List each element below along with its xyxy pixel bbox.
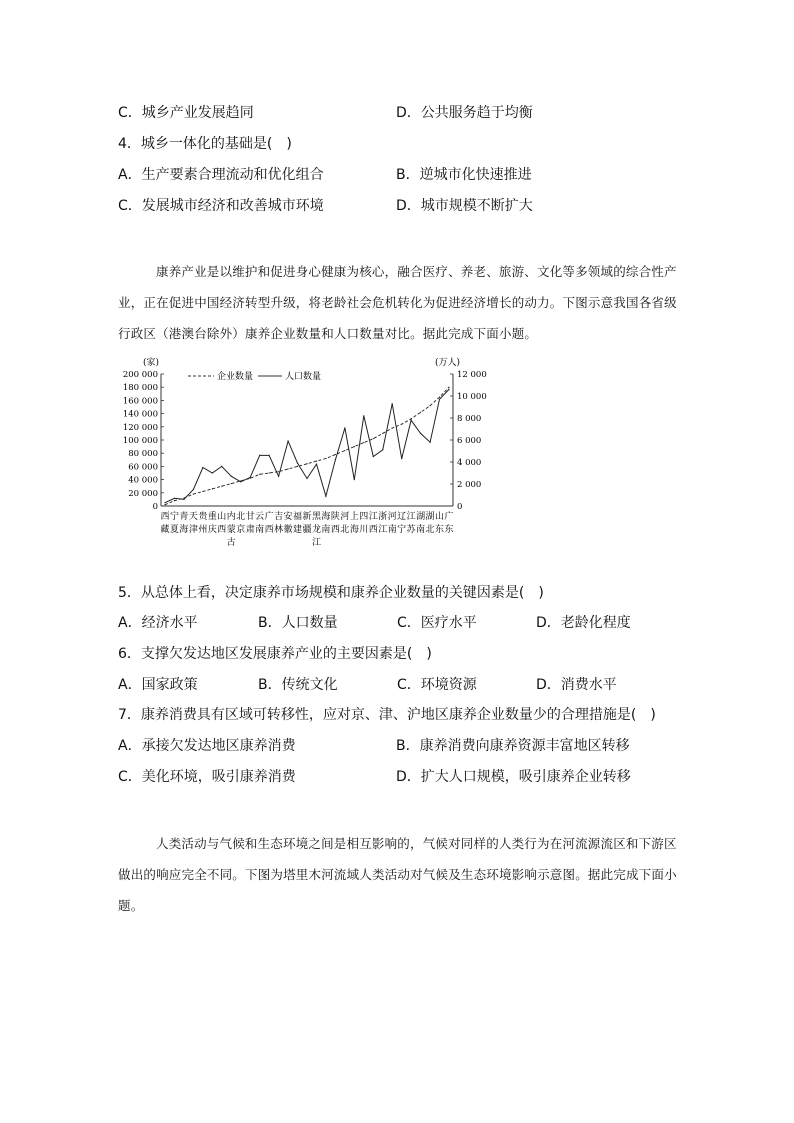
category-label-top: 安	[283, 512, 293, 522]
q6-option-d[interactable]: D．消费水平	[536, 677, 617, 693]
category-label-top: 上	[349, 512, 359, 522]
chart-series	[164, 387, 449, 506]
category-label-top: 山	[217, 512, 227, 522]
category-label-bottom: 南	[255, 525, 265, 535]
population-point	[344, 427, 345, 428]
population-point	[354, 479, 355, 480]
enterprise-point	[335, 454, 336, 455]
population-point	[448, 389, 449, 390]
enterprise-point	[202, 491, 203, 492]
left-axis-ticks	[123, 370, 164, 512]
q5-option-d[interactable]: D．老龄化程度	[536, 615, 631, 631]
category-label-bottom: 西	[330, 525, 340, 535]
category-label-bottom: 蒙	[226, 525, 236, 535]
enterprise-point	[287, 468, 288, 469]
population-point	[269, 455, 270, 456]
category-label-top: 江	[406, 512, 416, 522]
enterprise-point	[278, 471, 279, 472]
enterprise-point	[448, 387, 449, 388]
population-point	[287, 441, 288, 442]
category-label-top: 天	[188, 512, 198, 522]
enterprise-point	[269, 472, 270, 473]
category-label-top: 甘	[245, 512, 255, 522]
category-label-bottom: 南	[387, 525, 397, 535]
category-label-bottom: 西	[264, 525, 274, 535]
q4-option-c[interactable]: C．发展城市经济和改善城市环境	[118, 198, 324, 214]
category-label-bottom: 川	[359, 525, 369, 535]
population-point	[240, 481, 241, 482]
q7-stem: 7．康养消费具有区域可转移性，应对京、津、沪地区康养企业数量少的合理措施是( )	[118, 707, 656, 723]
category-label-top: 湖	[416, 512, 426, 522]
right-tick-label: 6 000	[457, 436, 482, 446]
enterprise-point	[297, 466, 298, 467]
population-point	[202, 467, 203, 468]
category-label-bottom: 庆	[207, 525, 217, 535]
population-point	[164, 502, 165, 503]
left-tick-label: 60 000	[128, 462, 158, 473]
category-label-top: 河	[387, 512, 397, 522]
category-label-extra: 古	[226, 538, 236, 548]
left-tick-label: 20 000	[128, 488, 158, 499]
category-label-bottom: 东	[444, 525, 454, 535]
category-label-top: 陕	[330, 512, 340, 522]
population-point	[316, 464, 317, 465]
population-point	[174, 498, 175, 499]
population-point	[297, 463, 298, 464]
category-label-top: 四	[359, 512, 369, 522]
population-point	[382, 449, 383, 450]
left-tick-label: 180 000	[122, 383, 158, 394]
right-tick-label: 10 000	[457, 392, 487, 402]
population-point	[250, 477, 251, 478]
category-label-top: 北	[236, 512, 246, 522]
right-tick-label: 2 000	[457, 480, 482, 490]
passage-kangyang: 康养产业是以维护和促进身心健康为核心，融合医疗、养老、旅游、文化等多领域的综合性产业，正在促进中国经济转型升级，将老龄社会危机转化为促进经济增长的动力。下图示意我国各省级行政区（港澳台除外）康养企业数量和人口数量对比。据此完成下面小题。	[118, 264, 677, 341]
left-tick-label: 100 000	[122, 436, 158, 446]
population-line	[165, 389, 449, 502]
population-point	[325, 496, 326, 497]
population-point	[231, 476, 232, 477]
enterprise-point	[411, 418, 412, 419]
category-label-bottom: 南	[321, 525, 331, 535]
population-point	[221, 466, 222, 467]
right-tick-label: 0	[457, 502, 463, 512]
category-label-bottom: 京	[236, 525, 246, 535]
population-point	[183, 499, 184, 500]
chart-legend	[188, 370, 321, 382]
category-label-bottom: 苏	[406, 525, 416, 535]
category-label-bottom: 肃	[245, 525, 255, 535]
left-tick-label: 160 000	[122, 396, 158, 407]
left-tick-label: 140 000	[122, 409, 158, 420]
q7-option-d[interactable]: D．扩大人口规模，吸引康养企业转移	[396, 769, 631, 785]
right-axis-ticks	[450, 370, 487, 512]
category-label-top: 贵	[198, 512, 208, 522]
right-tick-label: 8 000	[457, 414, 482, 424]
left-tick-label: 0	[152, 502, 158, 512]
category-label-bottom: 徽	[283, 525, 293, 535]
left-tick-label: 40 000	[128, 475, 158, 486]
category-label-top: 宁	[169, 512, 179, 522]
category-label-bottom: 建	[293, 525, 303, 535]
enterprise-point	[316, 461, 317, 462]
enterprise-point	[382, 433, 383, 434]
category-label-bottom: 北	[340, 525, 350, 535]
enterprise-point	[231, 483, 232, 484]
q4-option-a[interactable]: A．生产要素合理流动和优化组合	[118, 167, 324, 183]
right-tick-label: 12 000	[457, 370, 487, 380]
category-label-top: 福	[293, 512, 303, 522]
q6-option-c[interactable]: C．环境资源	[397, 677, 477, 693]
category-label-top: 吉	[274, 512, 284, 522]
category-label-top: 黑	[311, 512, 321, 522]
enterprise-point	[174, 500, 175, 501]
q7-option-b[interactable]: B．康养消费向康养资源丰富地区转移	[396, 738, 630, 754]
category-label-top: 辽	[397, 512, 407, 522]
q5-stem: 5．从总体上看，决定康养市场规模和康养企业数量的关键因素是( )	[118, 585, 544, 601]
enterprise-point	[164, 504, 165, 505]
category-label-top: 西	[160, 512, 170, 522]
left-tick-label: 120 000	[122, 422, 158, 433]
population-point	[212, 472, 213, 473]
category-label-bottom: 东	[435, 525, 445, 535]
category-label-top: 内	[226, 512, 236, 522]
category-label-bottom: 北	[425, 525, 435, 535]
population-point	[193, 489, 194, 490]
legend-label-enterprise: 企业数量	[217, 372, 254, 382]
category-label-bottom: 宁	[397, 525, 407, 535]
passage-tarim: 人类活动与气候和生态环境之间是相互影响的，气候对同样的人类行为在河流源流区和下游区做出的响应完全不同。下图为塔里木河流域人类活动对气候及生态环境影响示意图。据此完成下面小题。	[118, 836, 677, 913]
category-label-top: 湖	[425, 512, 435, 522]
category-label-top: 海	[321, 512, 331, 522]
population-point	[439, 399, 440, 400]
left-tick-label: 80 000	[128, 449, 158, 460]
enterprise-point	[306, 463, 307, 464]
enterprise-point	[392, 428, 393, 429]
population-point	[392, 403, 393, 404]
population-point	[278, 476, 279, 477]
enterprise-point	[420, 412, 421, 413]
q5-option-c[interactable]: C．医疗水平	[397, 615, 477, 631]
q4-stem: 4．城乡一体化的基础是( )	[118, 136, 292, 152]
right-tick-label: 4 000	[457, 458, 482, 468]
chart-axes	[161, 374, 453, 506]
enterprise-point	[325, 458, 326, 459]
category-label-top: 浙	[378, 512, 388, 522]
right-axis-unit: (万人)	[434, 358, 460, 368]
enterprise-point	[259, 474, 260, 475]
category-label-bottom: 南	[416, 525, 426, 535]
q3-option-d[interactable]: D．公共服务趋于均衡	[396, 105, 533, 121]
enterprise-point	[193, 494, 194, 495]
left-axis-unit: (家)	[143, 358, 160, 368]
category-label-top: 河	[340, 512, 350, 522]
category-label-bottom: 林	[274, 525, 284, 535]
category-label-extra: 江	[311, 538, 321, 548]
population-point	[401, 458, 402, 459]
enterprise-point	[429, 405, 430, 406]
population-point	[373, 456, 374, 457]
category-label-bottom: 江	[378, 525, 388, 535]
category-label-bottom: 州	[198, 525, 208, 535]
enterprise-point	[212, 488, 213, 489]
q4-option-d[interactable]: D．城市规模不断扩大	[396, 198, 533, 214]
q6-stem: 6．支撑欠发达地区发展康养产业的主要因素是( )	[118, 646, 432, 662]
legend-label-population: 人口数量	[285, 372, 322, 382]
left-tick-label: 200 000	[122, 370, 158, 380]
category-label-bottom: 西	[217, 525, 227, 535]
category-label-bottom: 海	[349, 525, 359, 535]
population-point	[306, 478, 307, 479]
enterprise-count-line	[165, 387, 449, 505]
category-label-bottom: 疆	[302, 525, 312, 535]
category-label-top: 广	[264, 512, 274, 522]
category-label-top: 新	[302, 512, 312, 522]
category-label-top: 山	[435, 512, 445, 522]
q4-option-b[interactable]: B．逆城市化快速推进	[396, 167, 532, 183]
category-label-bottom: 西	[368, 525, 378, 535]
category-label-top: 重	[207, 512, 217, 522]
enterprise-point	[373, 438, 374, 439]
category-label-bottom: 津	[188, 525, 198, 535]
enterprise-point	[363, 442, 364, 443]
q5-option-b[interactable]: B．人口数量	[258, 615, 338, 631]
enterprise-point	[401, 424, 402, 425]
enterprise-point	[354, 446, 355, 447]
q7-option-c[interactable]: C．美化环境，吸引康养消费	[118, 769, 296, 785]
q6-option-b[interactable]: B．传统文化	[258, 677, 338, 693]
kangyang-chart	[116, 354, 487, 559]
category-label-bottom: 龙	[311, 525, 321, 535]
category-label-top: 广	[444, 512, 454, 522]
q3-option-c[interactable]: C．城乡产业发展趋同	[118, 105, 254, 121]
population-point	[335, 459, 336, 460]
category-label-top: 云	[255, 512, 265, 522]
population-point	[411, 420, 412, 421]
q7-option-a[interactable]: A．承接欠发达地区康养消费	[118, 738, 296, 754]
category-label-top: 江	[368, 512, 378, 522]
category-label-bottom: 海	[179, 525, 189, 535]
enterprise-point	[344, 450, 345, 451]
category-labels	[160, 510, 453, 548]
q6-option-a[interactable]: A．国家政策	[118, 677, 198, 693]
enterprise-point	[221, 486, 222, 487]
enterprise-point	[439, 397, 440, 398]
population-point	[429, 442, 430, 443]
population-point	[420, 433, 421, 434]
category-label-top: 青	[179, 512, 189, 522]
category-label-bottom: 夏	[169, 525, 179, 535]
category-label-bottom: 藏	[160, 525, 170, 535]
population-point	[259, 455, 260, 456]
q5-option-a[interactable]: A．经济水平	[118, 615, 198, 631]
population-point	[363, 415, 364, 416]
